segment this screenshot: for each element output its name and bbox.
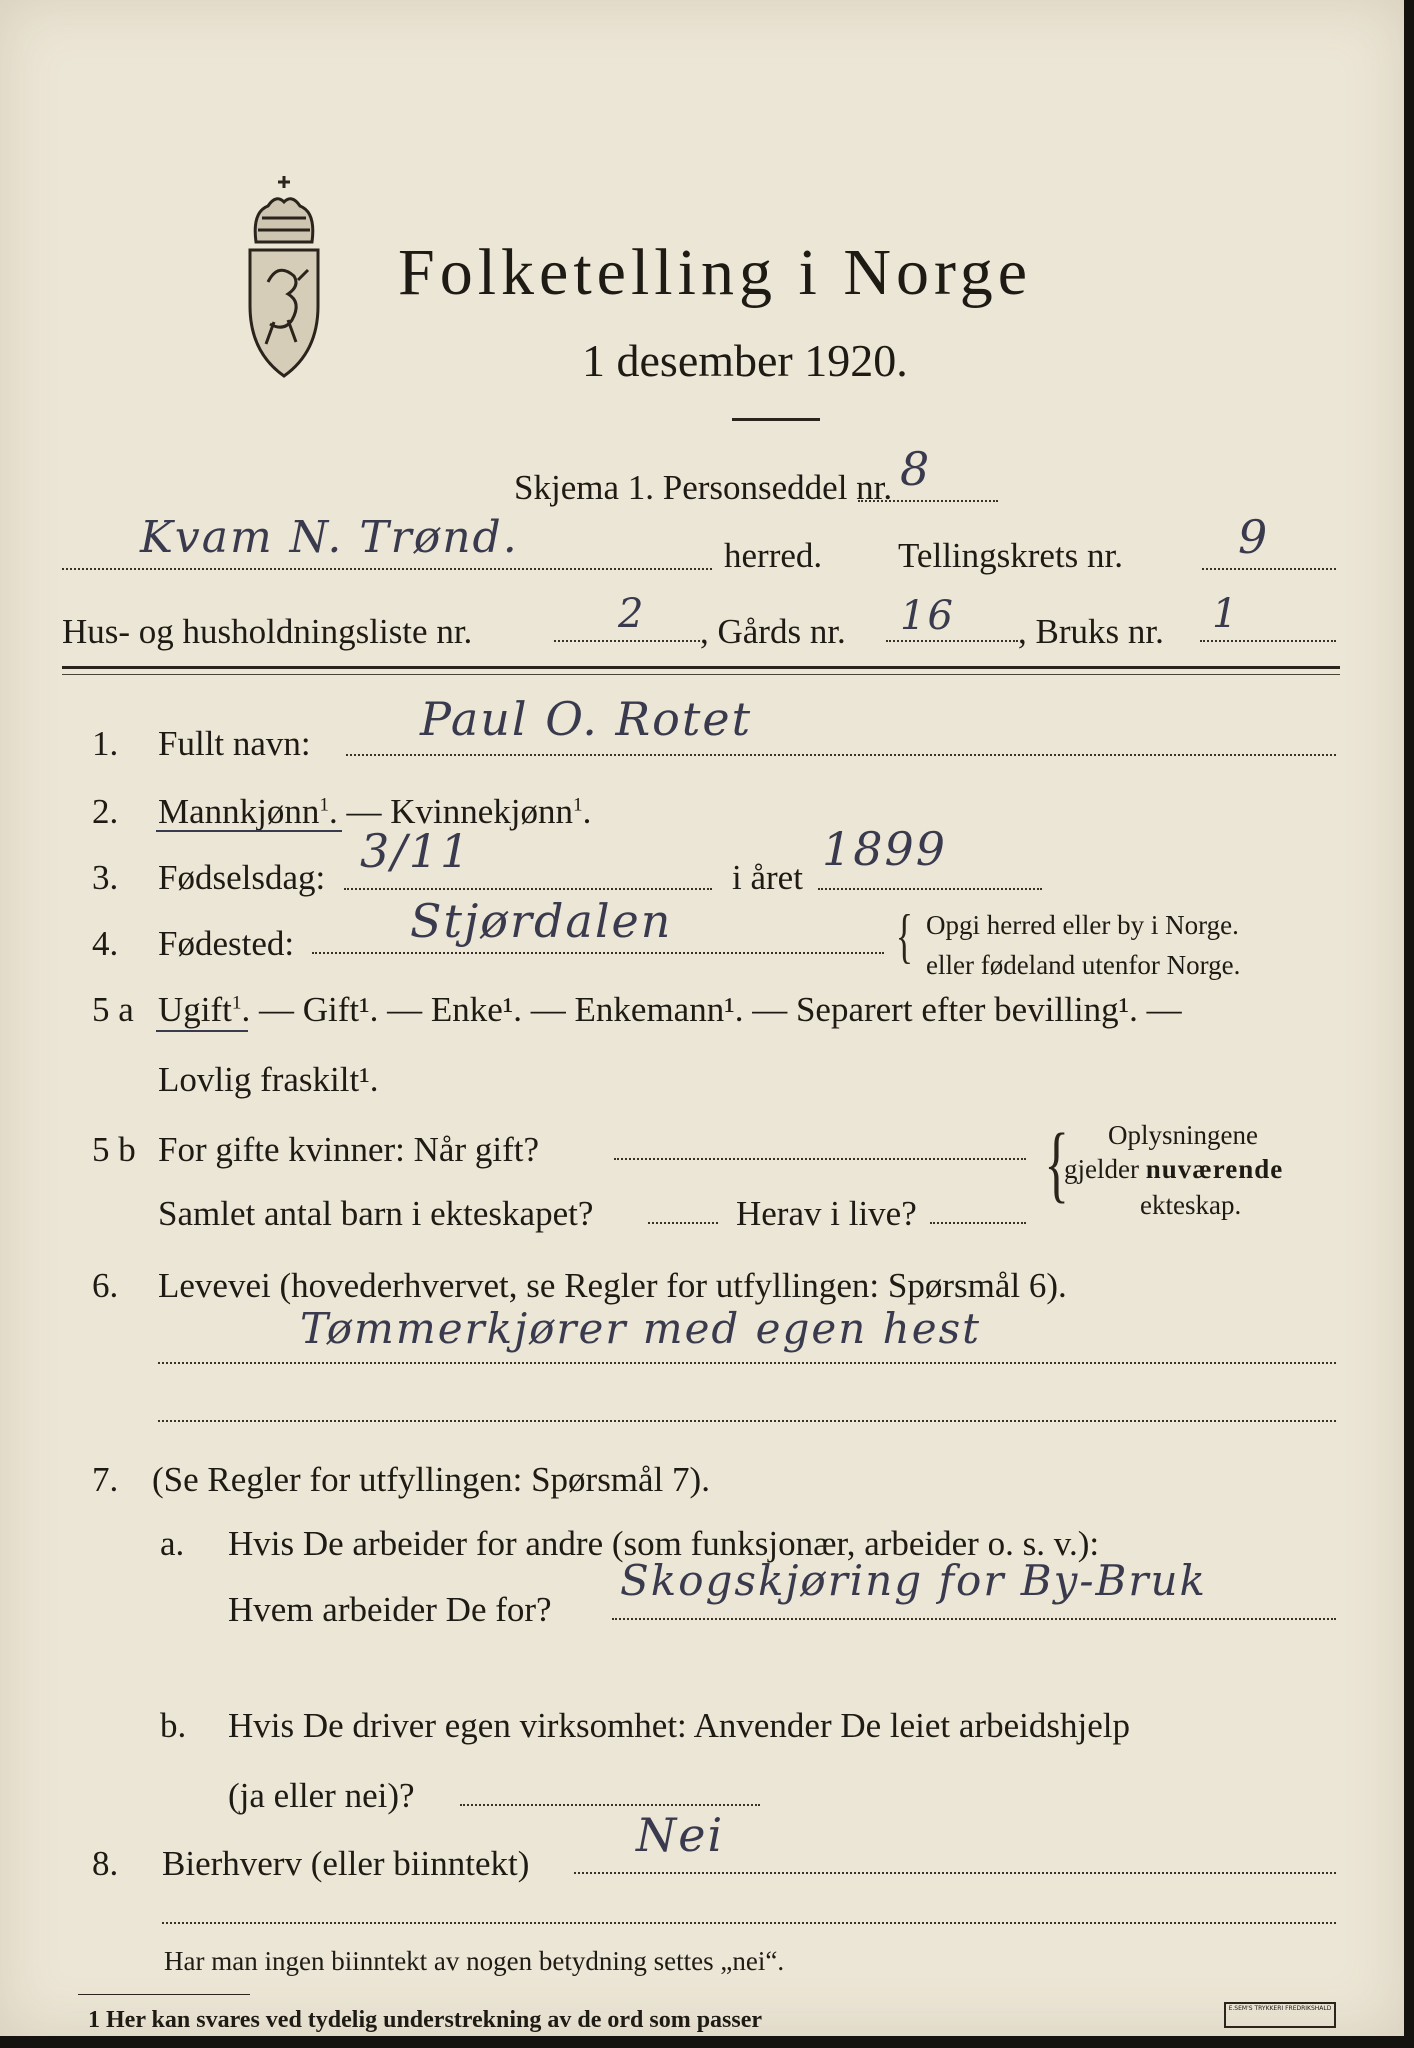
- q5b-label2: Samlet antal barn i ekteskapet?: [158, 1194, 594, 1233]
- male-underline: [156, 830, 342, 832]
- q3-year-label: i året: [732, 858, 803, 897]
- q5b-label1: For gifte kvinner: Når gift?: [158, 1130, 540, 1169]
- hus-nr-value: 2: [618, 591, 646, 637]
- q7b-letter: b.: [160, 1706, 187, 1745]
- q5b-line1: [614, 1158, 1026, 1160]
- q6-number: 6.: [92, 1266, 119, 1305]
- q5b-line3: [930, 1222, 1026, 1224]
- q1-line: [346, 754, 1336, 756]
- q5a-rest: . — Gift¹. — Enke¹. — Enkemann¹. — Separert efter bevilling¹. —: [241, 990, 1182, 1029]
- q1-label: Fullt navn:: [158, 724, 311, 763]
- gards-nr-value: 16: [900, 593, 955, 639]
- q1-value: Paul O. Rotet: [420, 692, 753, 746]
- q6-line2: [158, 1420, 1336, 1422]
- herred-line: [62, 568, 712, 570]
- q3-year-line: [818, 888, 1042, 890]
- q4-brace: {: [895, 903, 914, 969]
- tellingskrets-label: Tellingskrets nr.: [898, 536, 1124, 575]
- ugift-underline: [156, 1030, 248, 1032]
- q2-number: 2.: [92, 792, 119, 831]
- q5b-brace: {: [1044, 1115, 1070, 1211]
- q4-value: Stjørdalen: [410, 894, 673, 948]
- q7a-label: Hvis De arbeider for andre (som funksjonær, arbeider o. s. v.):: [228, 1524, 1100, 1563]
- herred-value: Kvam N. Trønd.: [140, 512, 519, 563]
- q5b-note1: Oplysningene: [1108, 1120, 1258, 1150]
- q5a-line2: Lovlig fraskilt¹.: [158, 1060, 379, 1099]
- q7-number: 7.: [92, 1460, 119, 1499]
- q4-label: Fødested:: [158, 924, 295, 963]
- q5b-note3: ekteskap.: [1140, 1190, 1242, 1220]
- form-title: Folketelling i Norge: [398, 236, 1033, 309]
- q2-end: .: [582, 792, 592, 831]
- q7b-label: Hvis De driver egen virksomhet: Anvender De leiet arbeidshjelp: [228, 1706, 1130, 1745]
- q8-line2: [162, 1922, 1336, 1924]
- q5b-number: 5 b: [92, 1130, 136, 1169]
- q7b-question: (ja eller nei)?: [228, 1776, 415, 1815]
- skjema-nr-value: 8: [900, 442, 932, 496]
- q6-line1: [158, 1362, 1336, 1364]
- tellingskrets-line: [1202, 568, 1336, 570]
- q4-note-line2: eller fødeland utenfor Norge.: [926, 950, 1241, 980]
- q5a-number: 5 a: [92, 990, 134, 1029]
- hus-nr-line: [554, 640, 700, 642]
- q7a-letter: a.: [160, 1524, 185, 1563]
- q2-options: Mannkjønn$^1$. — Kvinnekjønn$^1$.: [158, 792, 592, 831]
- q3-label: Fødselsdag:: [158, 858, 326, 897]
- hus-label: Hus- og husholdningsliste nr.: [62, 612, 473, 651]
- q8-line: [574, 1872, 1336, 1874]
- q7a-question: Hvem arbeider De for?: [228, 1590, 552, 1629]
- q5b-line2: [648, 1222, 718, 1224]
- bruks-nr-line: [1200, 640, 1336, 642]
- q4-line: [312, 952, 884, 954]
- q5b-label3: Herav i live?: [736, 1194, 917, 1233]
- skjema-nr-line: [858, 500, 998, 502]
- q2-male: Mannkjønn: [158, 792, 320, 831]
- footnote: 1 Her kan svares ved tydelig understrekning av de ord som passer: [88, 2007, 763, 2033]
- bruks-nr-value: 1: [1212, 591, 1240, 637]
- q4-number: 4.: [92, 924, 119, 963]
- q5b-note-bold: nuværende: [1145, 1154, 1284, 1184]
- q5a-options: Ugift$^1$. — Gift¹. — Enke¹. — Enkemann¹. — Separert efter bevilling¹. —: [158, 990, 1182, 1029]
- footer-note: Har man ingen biinntekt av nogen betydning settes „nei“.: [164, 1946, 785, 1976]
- q6-label: Levevei (hovederhvervet, se Regler for utfyllingen: Spørsmål 6).: [158, 1266, 1067, 1305]
- q7a-value: Skogskjøring for By-Bruk: [620, 1556, 1207, 1605]
- q1-number: 1.: [92, 724, 119, 763]
- q3-number: 3.: [92, 858, 119, 897]
- bruks-label: , Bruks nr.: [1018, 612, 1164, 651]
- q5a-ugift: Ugift: [158, 990, 232, 1029]
- q7b-line: [460, 1804, 760, 1806]
- printer-stamp: E.SEM'S TRYKKERI FREDRIKSHALD: [1224, 2002, 1336, 2028]
- title-divider: [732, 418, 820, 421]
- q8-label: Bierhverv (eller biinntekt): [162, 1844, 530, 1883]
- q3-year-value: 1899: [822, 822, 948, 876]
- section-divider-thin: [62, 674, 1340, 675]
- skjema-label: Skjema 1. Personseddel nr.: [514, 468, 893, 507]
- q7a-line: [612, 1618, 1336, 1620]
- q5b-note2: gjelder nuværende: [1064, 1154, 1284, 1184]
- section-divider: [62, 666, 1340, 669]
- q8-value: Nei: [636, 1808, 725, 1862]
- q2-female: Kvinnekjønn: [390, 792, 574, 831]
- q6-value: Tømmerkjører med egen hest: [300, 1304, 981, 1353]
- q3-line: [344, 888, 712, 890]
- footnote-rule: [78, 1994, 250, 1995]
- coat-of-arms-icon: [228, 172, 340, 382]
- tellingskrets-value: 9: [1238, 510, 1270, 564]
- gards-label: , Gårds nr.: [700, 612, 846, 651]
- q4-note-line1: Opgi herred eller by i Norge.: [926, 910, 1239, 940]
- q2-sep: . —: [329, 792, 391, 831]
- q8-number: 8.: [92, 1844, 119, 1883]
- q3-value: 3/11: [360, 824, 472, 878]
- gards-nr-line: [886, 640, 1018, 642]
- herred-label: herred.: [724, 536, 823, 575]
- census-date: 1 desember 1920.: [582, 335, 908, 386]
- q7-label: (Se Regler for utfyllingen: Spørsmål 7).: [152, 1460, 710, 1499]
